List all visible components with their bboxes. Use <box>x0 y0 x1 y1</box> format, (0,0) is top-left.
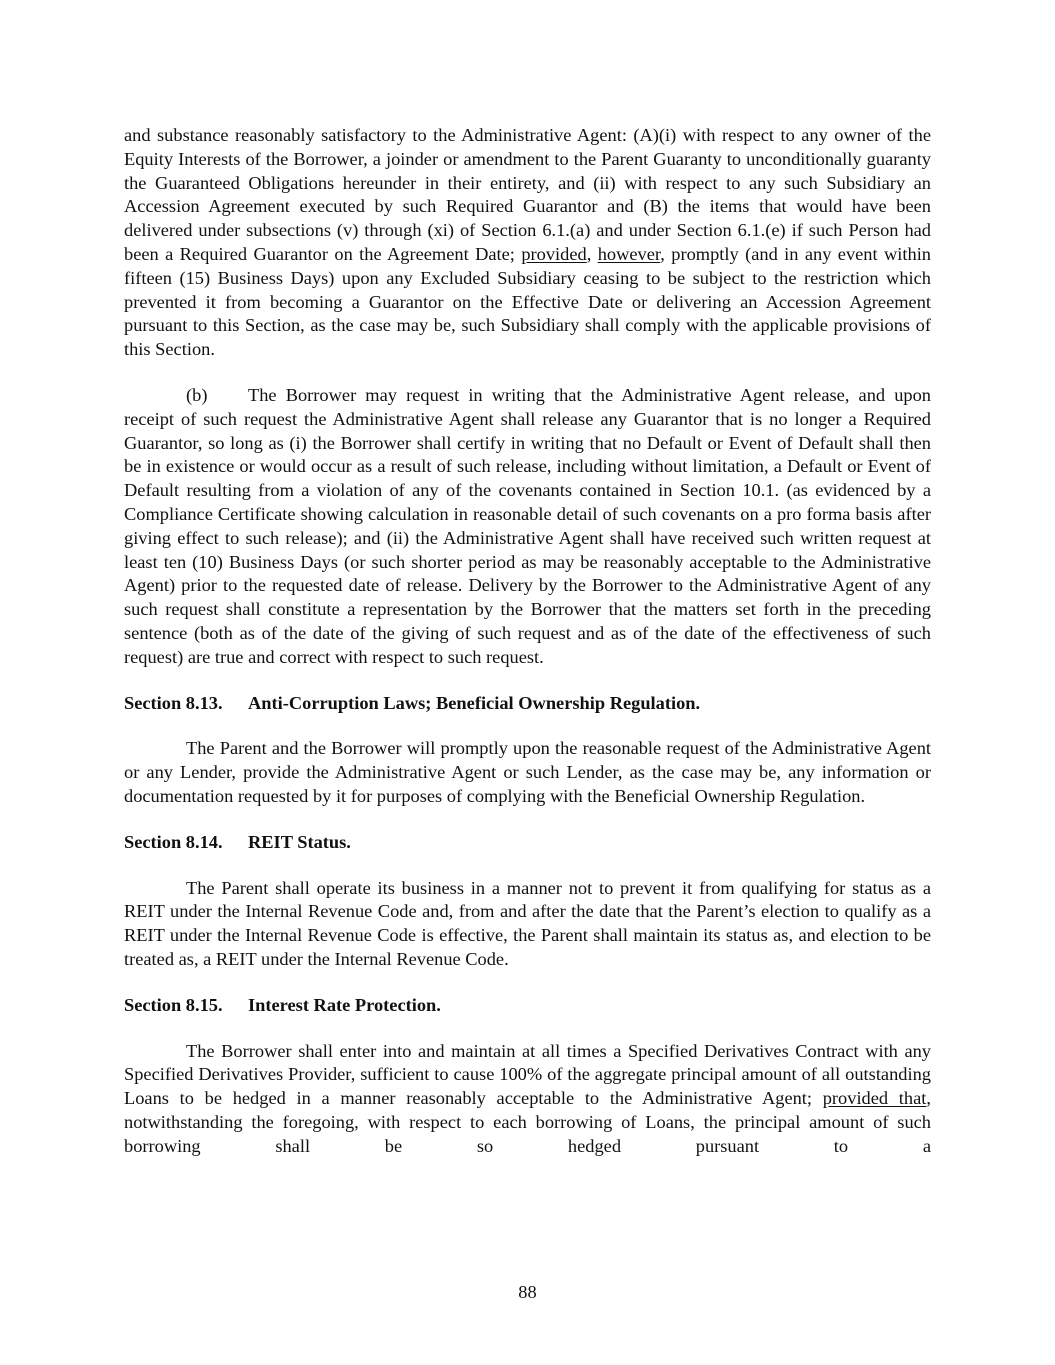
section-number: Section 8.14. <box>124 831 223 852</box>
section-number: Section 8.13. <box>124 692 223 713</box>
section-number: Section 8.15. <box>124 994 223 1015</box>
continuation-paragraph: and substance reasonably satisfactory to the Administrative Agent: (A)(i) with respect to any owner of the Equity Interests of the Borrower, a joinder or amendment to the Parent Guaranty to unconditionally guaranty the Guaranteed Obligations hereunder in their entirety, and (ii) with respect to any such Subsidiary an Accession Agreement executed by such Required Guarantor and (B) the items that would have been delivered under subsections (v) through (xi) of Section 6.1.(a) and under Section 6.1.(e) if such Person had been a Required Guarantor on the Agreement Date; provided, however, promptly (and in any event within fifteen (15) Business Days) upon any Excluded Subsidiary ceasing to be subject to the restriction which prevented it from becoming a Guarantor on the Effective Date or delivering an Accession Agreement pursuant to this Section, as the case may be, such Subsidiary shall comply with the applicable provisions of this Section. <box>124 125 931 360</box>
section-8-14-body: The Parent shall operate its business in a manner not to prevent it from qualifying for status as a REIT under the Internal Revenue Code and, from and after the date that the Parent’s election to qualify as a REIT under the Internal Revenue Code is effective, the Parent shall maintain its status as, and election to be treated as, a REIT under the Internal Revenue Code. <box>124 877 931 969</box>
section-heading-8-14 <box>124 831 931 855</box>
provided-that-term: provided that <box>822 1088 927 1109</box>
section-title: Interest Rate Protection. <box>248 994 441 1015</box>
section-heading-8-13 <box>124 692 931 716</box>
section-8-15-body: The Borrower shall enter into and maintain at all times a Specified Derivatives Contract with any Specified Derivatives Provider, sufficient to cause 100% of the aggregate principal amount of all outstanding Loans to be hedged in a manner reasonably acceptable to the Administrative Agent; provided that, notwithstanding the foregoing, with respect to each borrowing of Loans, the principal amount of such borrowing shall be so hedged pursuant to a <box>124 1040 931 1156</box>
subsection-b-paragraph: (b) The Borrower may request in writing that the Administrative Agent release, and upon receipt of such request the Administrative Agent shall release any Guarantor that is no longer a Required Guarantor, so long as (i) the Borrower shall certify in writing that no Default or Event of Default shall then be in existence or would occur as a result of such release, including without limitation, a Default or Event of Default resulting from a violation of any of the covenants contained in Section 10.1. (as evidenced by a Compliance Certificate showing calculation in reasonable detail of such covenants on a pro forma basis after giving effect to such release); and (ii) the Administrative Agent shall have received such written request at least ten (10) Business Days (or such shorter period as may be reasonably acceptable to the Administrative Agent) prior to the requested date of release. Delivery by the Borrower to the Administrative Agent of any such request shall constitute a representation by the Borrower that the matters set forth in the preceding sentence (both as of the date of the giving of such request and as of the date of the effectiveness of such request) are true and correct with respect to such request. <box>124 384 931 667</box>
section-8-13-body: The Parent and the Borrower will promptly upon the reasonable request of the Administrative Agent or any Lender, provide the Administrative Agent or such Lender, as the case may be, any information or documentation requested by it for purposes of complying with the Beneficial Ownership Regulation. <box>124 738 931 806</box>
page-content <box>124 124 931 1158</box>
section-heading-8-15 <box>124 994 931 1018</box>
section-title: REIT Status. <box>248 831 351 852</box>
however-term: however <box>597 243 661 264</box>
section-title: Anti-Corruption Laws; Beneficial Ownership Regulation. <box>248 692 701 713</box>
provided-term: provided <box>521 243 587 264</box>
subsection-label: (b) <box>186 384 208 405</box>
page-number: 88 <box>518 1282 537 1302</box>
